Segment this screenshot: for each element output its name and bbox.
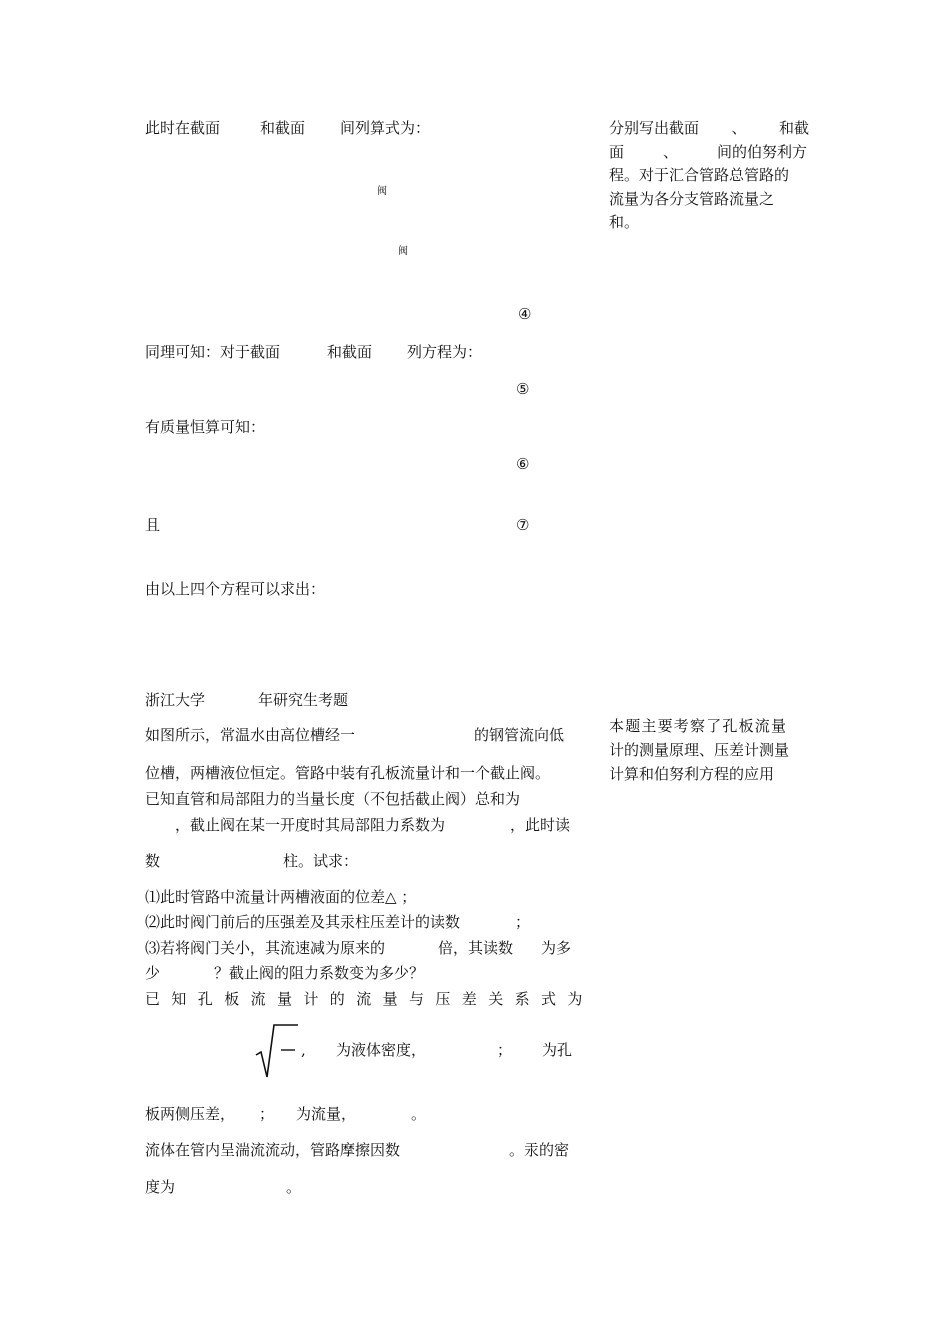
text-line: 和截面 <box>327 343 373 361</box>
formula-text: , <box>301 1041 306 1059</box>
problem-text: ； <box>259 1105 275 1123</box>
problem-text: 。汞的密 <box>509 1141 570 1159</box>
problem-text: 已知孔板流量计的流量与压差关系式为 <box>145 990 594 1008</box>
problem-text: 已知直管和局部阻力的当量长度（不包括截止阀）总和为 <box>145 790 521 808</box>
note-line: 程。对于汇合管路总管路的 <box>609 166 790 184</box>
text-line: 间列算式为： <box>340 119 431 137</box>
problem-text: 如图所示，常温水由高位槽经一 <box>145 726 356 744</box>
subscript-label: 阀 <box>398 246 408 257</box>
problem-text: ，截止阀在某一开度时其局部阻力系数为 <box>175 816 446 834</box>
text-line: 有质量恒算可知： <box>145 418 266 436</box>
equation-number: ⑥ <box>516 455 530 473</box>
question-2: ⑵此时阀门前后的压强差及其汞柱压差计的读数 <box>145 913 461 931</box>
equation-number: ⑦ <box>516 516 530 534</box>
problem-text: ，此时读 <box>510 816 571 834</box>
problem-text: 度为 <box>145 1178 176 1196</box>
note-line: 本题主要考察了孔板流量 <box>609 717 788 735</box>
text-line: 列方程为： <box>407 343 483 361</box>
note-line <box>609 117 809 141</box>
problem-text: 位槽，两槽液位恒定。管路中装有孔板流量计和一个截止阀。 <box>145 764 551 782</box>
square-root-icon <box>255 1022 299 1080</box>
note-fragment: 间的伯努利方 <box>716 142 807 161</box>
formula-text: 为孔 <box>542 1041 573 1059</box>
subscript-label: 阀 <box>377 186 387 197</box>
note-fragment: 面 <box>609 142 625 161</box>
problem-text: 板两侧压差， <box>145 1105 236 1123</box>
problem-text: 数 <box>145 852 161 870</box>
text-line: 且 <box>145 516 161 534</box>
problem-text: 柱。试求： <box>283 852 359 870</box>
equation-number: ⑤ <box>516 380 530 398</box>
side-note <box>609 117 809 235</box>
problem-text: 。 <box>411 1105 427 1123</box>
problem-text: 。 <box>286 1178 302 1196</box>
note-fragment: 、 <box>731 119 747 137</box>
question-1: ⑴此时管路中流量计两槽液面的位差△ ； <box>145 888 417 906</box>
question-2: ； <box>515 913 531 931</box>
problem-text: 为流量， <box>296 1105 357 1123</box>
question-3: 少 <box>145 964 161 982</box>
question-3: ？截止阀的阻力系数变为多少？ <box>214 964 425 982</box>
formula-text: 为液体密度， <box>336 1041 427 1059</box>
question-3: ⑶若将阀门关小，其流速减为原来的 <box>145 939 386 957</box>
text-line: 由以上四个方程可以求出： <box>145 580 326 598</box>
note-line: 计的测量原理、压差计测量 <box>609 741 790 759</box>
note-line: 和。 <box>609 213 640 231</box>
question-3: 为多 <box>541 939 572 957</box>
text-line: 此时在截面 <box>145 119 221 137</box>
text-line: 同理可知：对于截面 <box>145 343 281 361</box>
formula-text: ； <box>497 1041 513 1059</box>
note-fragment: 、 <box>662 142 678 161</box>
note-fragment: 和截 <box>778 119 809 137</box>
text-line: 和截面 <box>260 119 306 137</box>
note-line: 流量为各分支管路流量之 <box>609 189 775 208</box>
note-line: 计算和伯努利方程的应用 <box>609 765 775 783</box>
exam-source: 年研究生考题 <box>258 691 349 709</box>
problem-text: 流体在管内呈湍流流动，管路摩擦因数 <box>145 1141 401 1159</box>
note-line <box>609 141 807 165</box>
question-3: 倍，其读数 <box>438 939 514 957</box>
equation-number: ④ <box>518 305 532 323</box>
note-fragment: 分别写出截面 <box>609 119 700 137</box>
side-note <box>609 714 809 786</box>
exam-source: 浙江大学 <box>145 691 206 709</box>
problem-text: 的钢管流向低 <box>474 726 565 744</box>
